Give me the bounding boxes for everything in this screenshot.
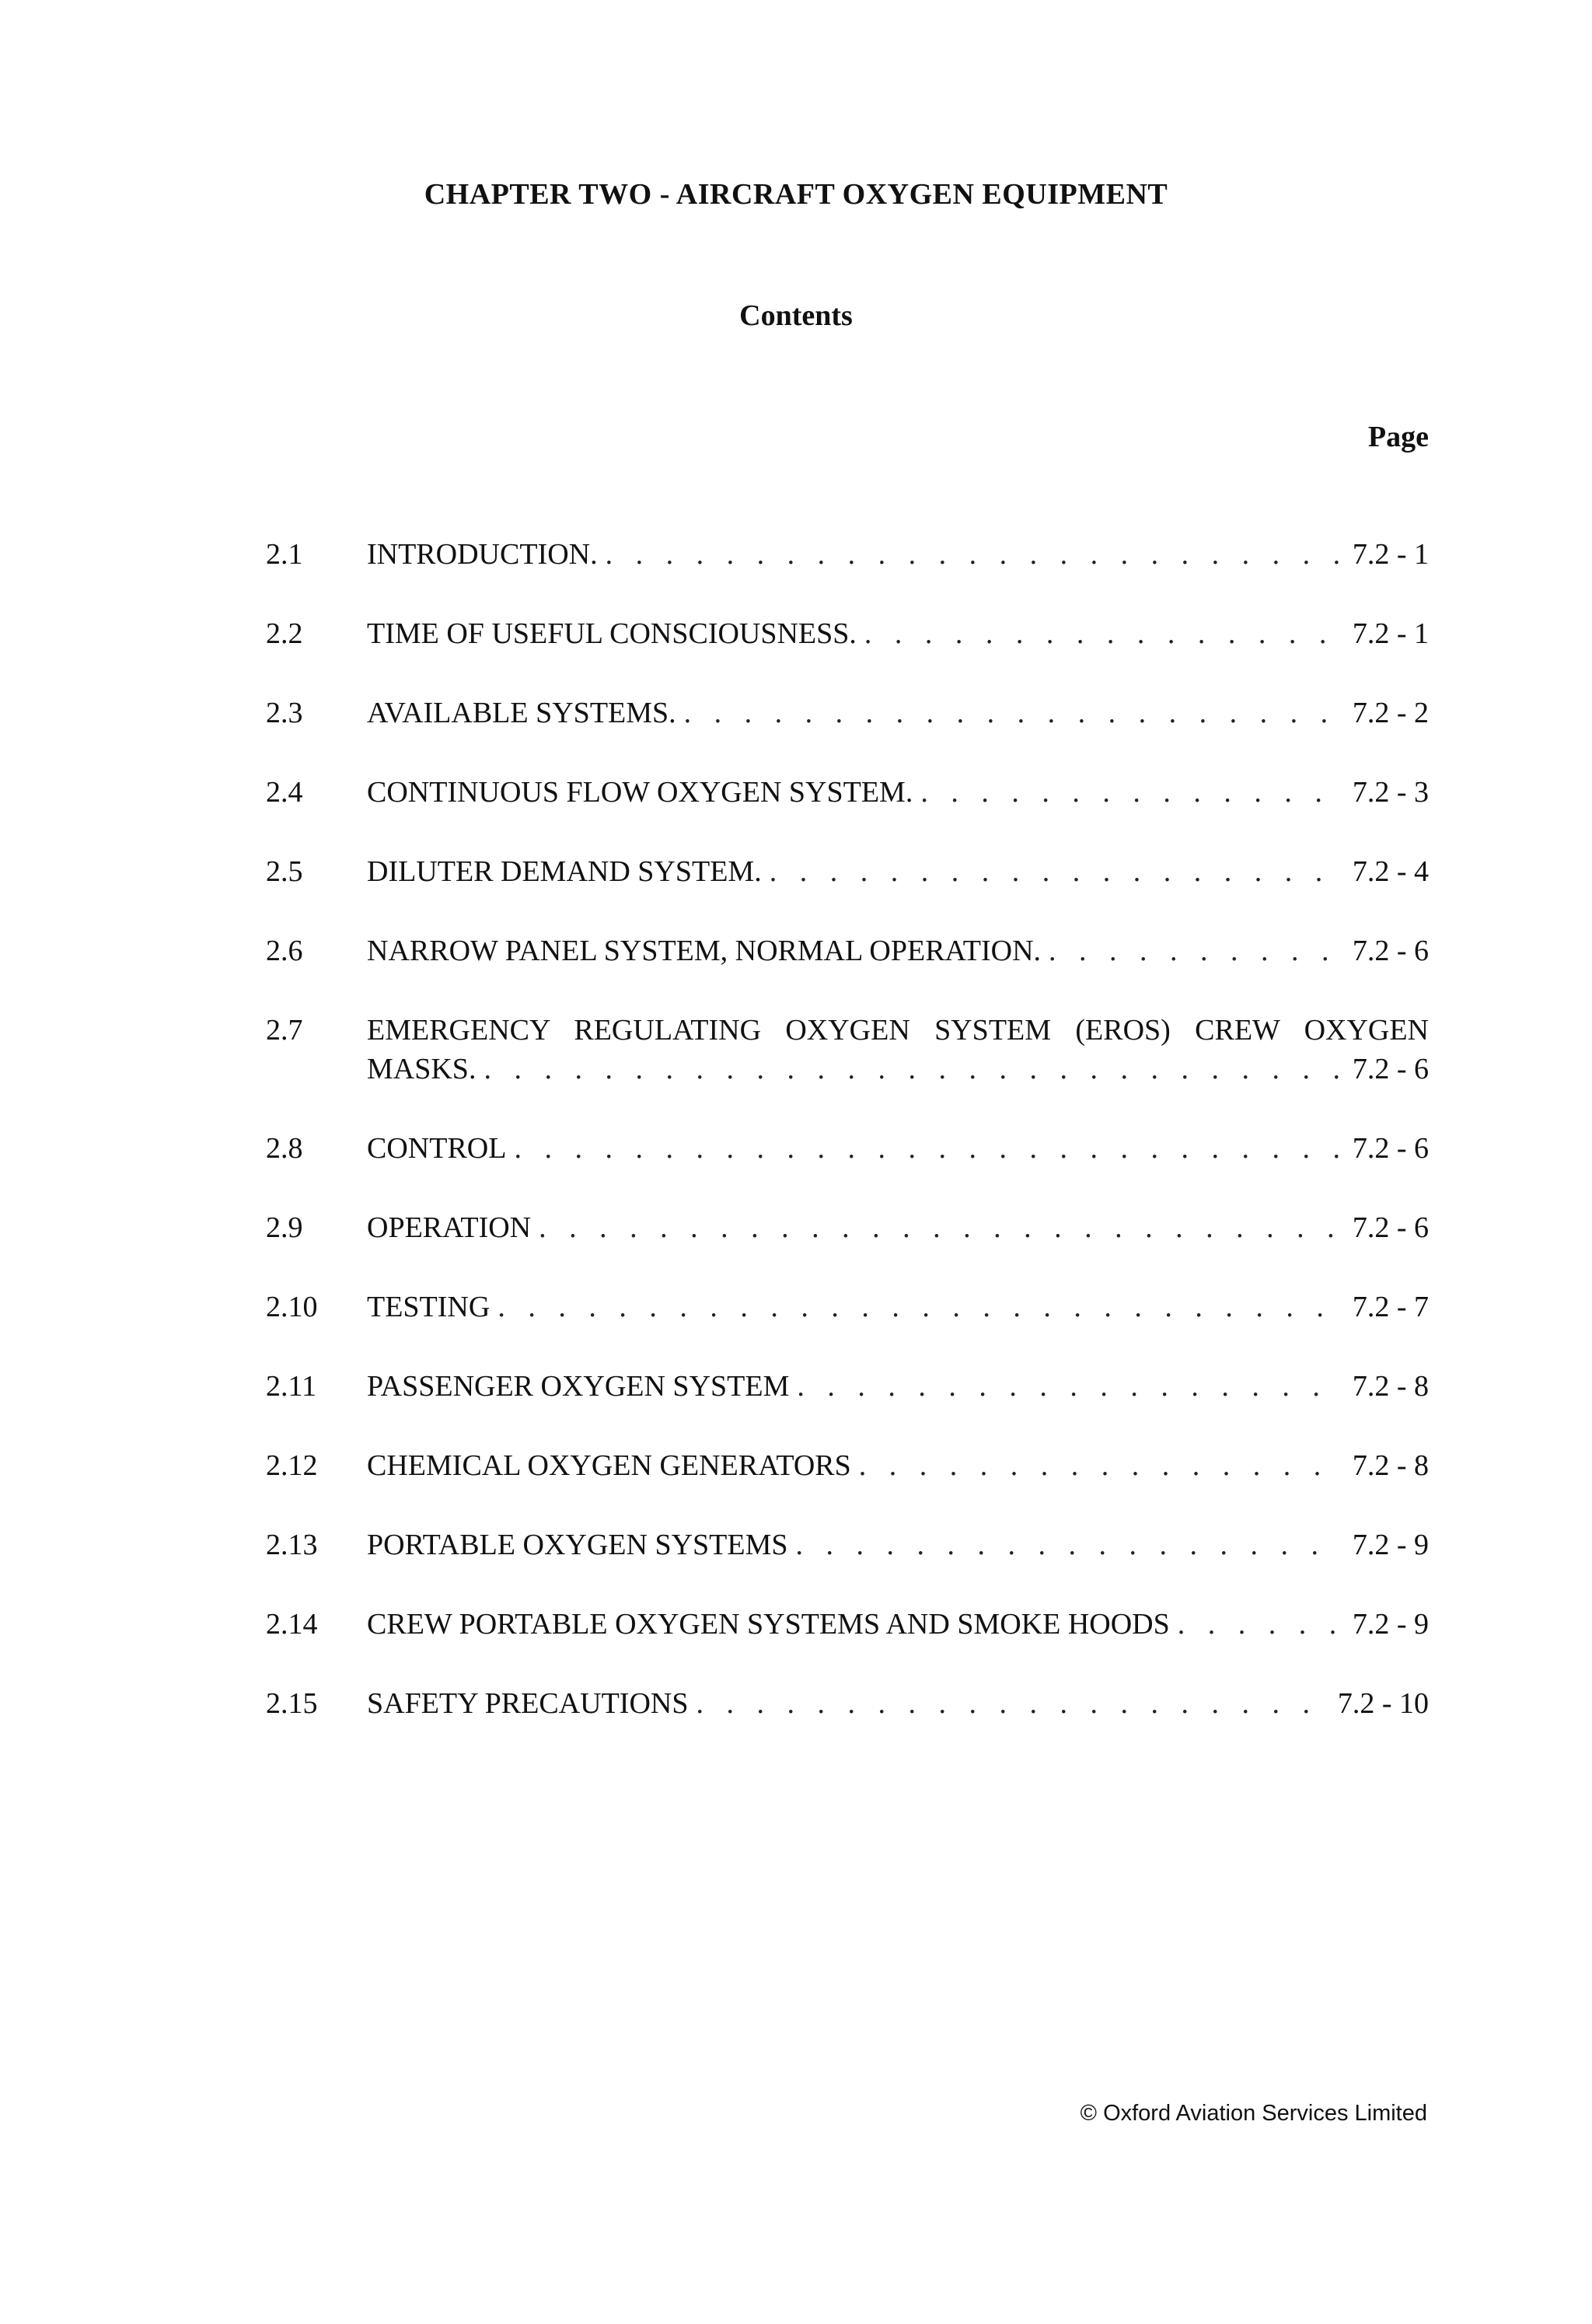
toc-entry-title: PASSENGER OXYGEN SYSTEM [367,1370,790,1403]
toc-entry-number: 2.7 [266,1014,303,1047]
toc-entry-body [367,1684,1429,1723]
copyright-footer: © Oxford Aviation Services Limited [1080,2101,1427,2126]
toc-entry-line [367,614,1429,653]
toc-entry-line [367,535,1429,574]
toc-entry-page: 7.2 - 3 [1352,776,1429,809]
toc-dot-leader [796,1525,1342,1564]
toc-entry-page: 7.2 - 1 [1352,538,1429,571]
toc-dot-leader [770,852,1342,891]
toc-entry-number: 2.9 [266,1211,303,1244]
toc-entry-2-12[interactable] [266,1446,1429,1485]
toc-entry-line [367,1050,1429,1089]
toc-entry-page: 7.2 - 6 [1352,1211,1429,1244]
toc-entry-line [367,931,1429,970]
toc-entry-page: 7.2 - 2 [1352,697,1429,729]
toc-entry-number: 2.5 [266,855,303,888]
toc-entry-number: 2.6 [266,935,303,967]
toc-dot-leader [1178,1605,1342,1644]
toc-entry-body [367,694,1429,732]
toc-entry-page: 7.2 - 6 [1352,1132,1429,1165]
toc-entry-page: 7.2 - 9 [1352,1529,1429,1561]
toc-entry-line [367,1684,1429,1723]
toc-entry-2-11[interactable] [266,1367,1429,1406]
toc-entry-line [367,1525,1429,1564]
toc-entry-body [367,1208,1429,1247]
toc-entry-2-3[interactable] [266,694,1429,732]
toc-entry-line [367,694,1429,732]
toc-entry-number: 2.12 [266,1449,318,1482]
toc-dot-leader [539,1208,1342,1247]
toc-dot-leader [498,1288,1342,1326]
toc-entry-page: 7.2 - 4 [1352,855,1429,888]
toc-entry-page: 7.2 - 10 [1337,1687,1429,1720]
toc-entry-body [367,1129,1429,1168]
toc-entry-number: 2.13 [266,1529,318,1561]
toc-entry-title: SAFETY PRECAUTIONS [367,1687,689,1720]
toc-entry-number: 2.14 [266,1608,318,1641]
toc-entry-line [367,1446,1429,1485]
toc-entry-number: 2.3 [266,697,303,729]
toc-entry-line [367,1208,1429,1247]
toc-entry-title: CHEMICAL OXYGEN GENERATORS [367,1449,851,1482]
toc-entry-2-1[interactable] [266,535,1429,574]
toc-entry-line [367,1605,1429,1644]
toc-entry-title: CONTROL [367,1132,507,1165]
toc-entry-number: 2.10 [266,1291,318,1323]
toc-entry-title: MASKS. [367,1053,477,1085]
toc-entry-2-4[interactable] [266,773,1429,812]
toc-entry-title: NARROW PANEL SYSTEM, NORMAL OPERATION. [367,935,1042,967]
toc-entry-body [367,773,1429,812]
toc-entry-page: 7.2 - 8 [1352,1449,1429,1482]
toc-entry-number: 2.2 [266,617,303,650]
toc-entry-body [367,1525,1429,1564]
toc-entry-2-13[interactable] [266,1525,1429,1564]
table-of-contents [266,535,1429,1763]
toc-dot-leader [797,1367,1341,1406]
toc-entry-number: 2.15 [266,1687,318,1720]
toc-entry-page: 7.2 - 8 [1352,1370,1429,1403]
toc-dot-leader [1049,931,1342,970]
toc-entry-page: 7.2 - 1 [1352,617,1429,650]
toc-dot-leader [859,1446,1342,1485]
toc-entry-page: 7.2 - 6 [1352,935,1429,967]
toc-entry-body [367,1011,1429,1089]
toc-entry-number: 2.8 [266,1132,303,1165]
toc-entry-line [367,1129,1429,1168]
toc-entry-title: CONTINUOUS FLOW OXYGEN SYSTEM. [367,776,913,809]
toc-entry-line [367,852,1429,891]
toc-entry-2-6[interactable] [266,931,1429,970]
toc-entry-2-2[interactable] [266,614,1429,653]
toc-entry-page: 7.2 - 7 [1352,1291,1429,1323]
toc-entry-title: INTRODUCTION. [367,538,598,571]
toc-entry-title: OPERATION [367,1211,532,1244]
toc-dot-leader [920,773,1342,812]
toc-entry-title: DILUTER DEMAND SYSTEM. [367,855,762,888]
toc-entry-2-5[interactable] [266,852,1429,891]
toc-entry-body [367,535,1429,574]
toc-entry-title-line1: EMERGENCY REGULATING OXYGEN SYSTEM (EROS) CREW OXYGEN [367,1014,1429,1047]
toc-dot-leader [606,535,1342,574]
toc-entry-body [367,1367,1429,1406]
toc-entry-body [367,1446,1429,1485]
toc-entry-2-8[interactable] [266,1129,1429,1168]
toc-entry-title: TIME OF USEFUL CONSCIOUSNESS. [367,617,857,650]
toc-entry-2-15[interactable] [266,1684,1429,1723]
toc-entry-2-7[interactable] [266,1011,1429,1089]
toc-entry-2-9[interactable] [266,1208,1429,1247]
toc-entry-number: 2.11 [266,1370,317,1403]
toc-dot-leader [684,694,1342,732]
toc-entry-2-10[interactable] [266,1288,1429,1326]
toc-entry-body [367,614,1429,653]
toc-entry-number: 2.4 [266,776,303,809]
toc-entry-page: 7.2 - 6 [1352,1053,1429,1085]
toc-entry-page: 7.2 - 9 [1352,1608,1429,1641]
toc-entry-number: 2.1 [266,538,303,571]
page-column-heading: Page [1367,421,1429,453]
toc-dot-leader [696,1684,1326,1723]
toc-entry-title: CREW PORTABLE OXYGEN SYSTEMS AND SMOKE HOODS [367,1608,1170,1641]
toc-entry-body [367,1605,1429,1644]
toc-entry-body [367,1288,1429,1326]
toc-entry-line [367,773,1429,812]
toc-entry-2-14[interactable] [266,1605,1429,1644]
toc-entry-title: AVAILABLE SYSTEMS. [367,697,676,729]
toc-entry-line [367,1367,1429,1406]
toc-dot-leader [514,1129,1341,1168]
toc-entry-line [367,1288,1429,1326]
toc-dot-leader [864,614,1342,653]
toc-entry-title: TESTING [367,1291,491,1323]
chapter-title: CHAPTER TWO - AIRCRAFT OXYGEN EQUIPMENT [424,178,1168,211]
toc-entry-body [367,852,1429,891]
contents-heading: Contents [739,299,853,332]
toc-entry-title: PORTABLE OXYGEN SYSTEMS [367,1529,788,1561]
toc-dot-leader [484,1050,1341,1089]
toc-entry-body [367,931,1429,970]
